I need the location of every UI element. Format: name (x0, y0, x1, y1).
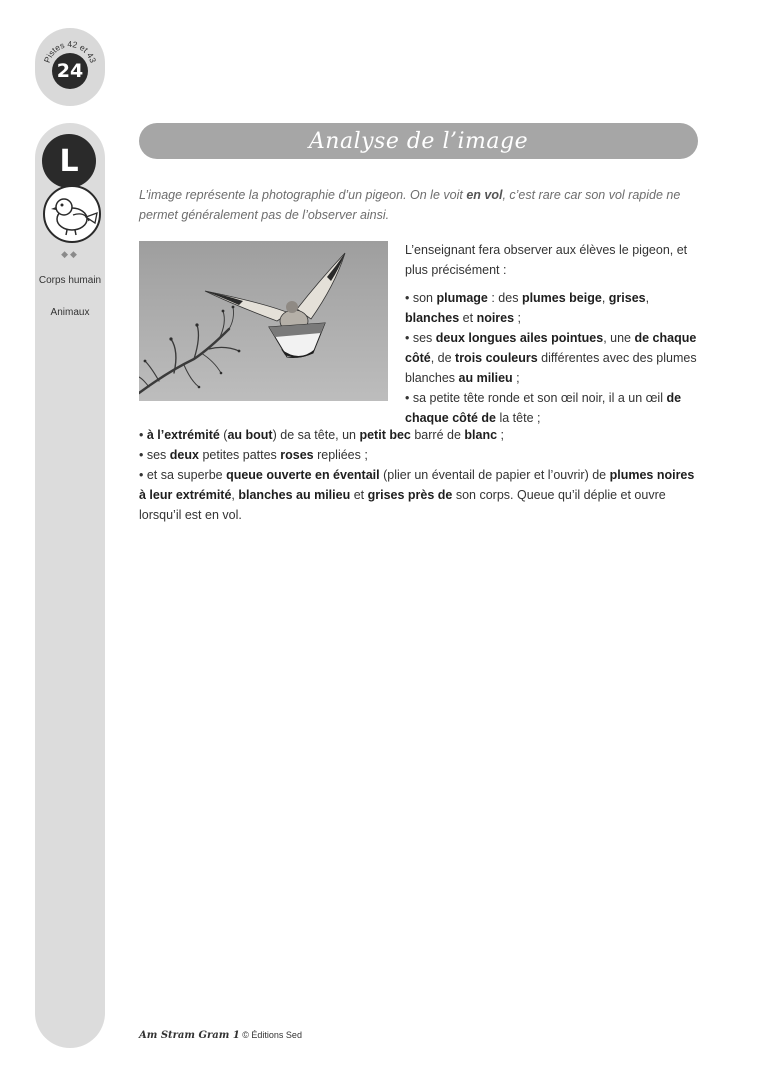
b4-t0: • (139, 428, 147, 442)
b2-t4: différentes avec des plumes blanches (405, 351, 697, 385)
b4-t3: barré de (410, 428, 465, 442)
observation-text-full (139, 425, 699, 525)
bullet-tail (139, 465, 699, 525)
b2-t1: • ses (405, 331, 436, 345)
b1-h5: noires (476, 311, 515, 325)
b5-t2: petites pattes (198, 448, 281, 462)
b1-t2: : des (487, 291, 522, 305)
footer-brand: Am Stram Gram 1 (139, 1030, 240, 1041)
b2-h2: de chaque côté (405, 331, 697, 365)
b2-h1: deux longues ailes pointues (435, 331, 604, 345)
diamond-marks: ◆◆ (61, 249, 79, 259)
sidebar (35, 123, 105, 1048)
domain-letter: L (42, 134, 96, 188)
tracks-label: Pistes 42 et 43 (41, 38, 99, 65)
intro-text-2: , c’est rare car son vol rapide ne permet généralement pas de l’observer ainsi. (139, 188, 681, 222)
bird-icon (43, 185, 101, 243)
b4-t4: ; (497, 428, 504, 442)
b6-h4: grises près de (367, 488, 453, 502)
intro-text-1: L’image représente la photographie d’un pigeon. On le voit (139, 188, 467, 202)
b3-h1: de chaque côté de (405, 391, 682, 425)
b3-t2: la tête ; (496, 411, 541, 425)
b4-h1: à l’extrémité (146, 428, 220, 442)
bullet-beak (139, 425, 699, 445)
observation-text-right (405, 240, 698, 428)
b4-h4: blanc (464, 428, 498, 442)
b2-t5: ; (512, 371, 520, 385)
b6-t4: et (350, 488, 368, 502)
b6-h2: plumes noires à leur extrémité (139, 468, 695, 502)
bullet-plumage (405, 288, 698, 328)
b1-t1: • son (405, 291, 437, 305)
page-title: Analyse de l’image (308, 128, 529, 154)
b6-t1: • et sa superbe (139, 468, 227, 482)
footer (139, 1030, 302, 1041)
b6-h1: queue ouverte en éventail (226, 468, 380, 482)
b4-t1: ( (219, 428, 228, 442)
footer-copyright: © Éditions Sed (239, 1030, 302, 1040)
b4-h2: au bout (227, 428, 273, 442)
b6-t5: son corps. Queue qu’il déplie et ouvre lorsqu’il est en vol. (139, 488, 666, 522)
b1-t6: ; (514, 311, 522, 325)
b5-h1: deux (169, 448, 199, 462)
b2-t2: , une (603, 331, 635, 345)
teacher-lead: L’enseignant fera observer aux élèves le pigeon, et plus précisément : (405, 243, 688, 277)
intro-paragraph (139, 185, 704, 225)
b6-t2: (plier un éventail de papier et l’ouvrir) de (379, 468, 610, 482)
b2-h3: trois couleurs (455, 351, 538, 365)
b1-h2: plumes beige (521, 291, 602, 305)
b5-t1: • ses (139, 448, 170, 462)
b1-t3: , (601, 291, 609, 305)
b5-h2: roses (280, 448, 314, 462)
b6-h3: blanches au milieu (238, 488, 351, 502)
b1-h4: blanches (405, 311, 460, 325)
b1-h3: grises (608, 291, 646, 305)
b2-t3: , de (430, 351, 456, 365)
b4-h3: petit bec (359, 428, 411, 442)
b1-t5: et (459, 311, 477, 325)
bullet-head (405, 388, 698, 428)
b2-h4: au milieu (458, 371, 513, 385)
intro-highlight: en vol (466, 188, 503, 202)
b1-h1: plumage (436, 291, 488, 305)
b3-t1: • sa petite tête ronde et son œil noir, il a un œil (405, 391, 667, 405)
b1-t4: , (645, 291, 650, 305)
title-bar (139, 123, 698, 159)
pigeon-photo (139, 241, 388, 401)
sheet-number: 24 (52, 53, 88, 89)
b4-t2: ) de sa tête, un (272, 428, 360, 442)
b6-t3: , (231, 488, 239, 502)
b5-t3: repliées ; (313, 448, 368, 462)
bullet-wings (405, 328, 698, 388)
track-badge (35, 28, 105, 106)
bullet-feet (139, 445, 699, 465)
category-animaux: Animaux (50, 307, 90, 318)
category-corps-humain: Corps humain (38, 275, 102, 286)
